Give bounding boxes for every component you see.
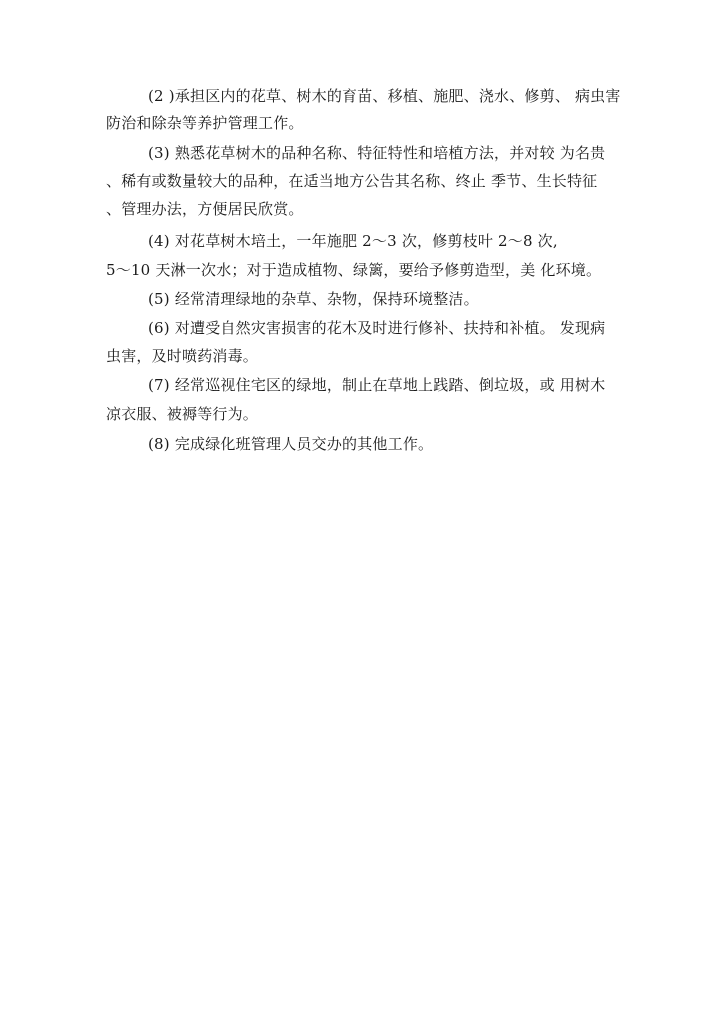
paragraph-3-line-1: (3) 熟悉花草树木的品种名称、特征特性和培植方法，并对较 为名贵: [148, 144, 606, 162]
paragraph-2-line-2: 防治和除杂等养护管理工作。: [106, 114, 304, 132]
paragraph-8-line-1: (8) 完成绿化班管理人员交办的其他工作。: [148, 435, 434, 453]
paragraph-6-line-2: 虫害，及时喷药消毒。: [106, 347, 259, 365]
paragraph-5-line-1: (5) 经常清理绿地的杂草、杂物，保持环境整洁。: [148, 290, 479, 308]
paragraph-3-line-2: 、稀有或数量较大的品种，在适当地方公告其名称、终止 季节、生长特征: [106, 172, 598, 190]
paragraph-4-line-2: 5〜10 天淋一次水；对于造成植物、绿篱，要给予修剪造型，美 化环境。: [106, 261, 602, 279]
paragraph-7-line-2: 凉衣服、被褥等行为。: [106, 405, 259, 423]
paragraph-2-line-1: (2 )承担区内的花草、树木的育苗、移植、施肥、浇水、修剪、 病虫害: [148, 87, 621, 105]
paragraph-3-line-3: 、管理办法，方便居民欣赏。: [106, 200, 304, 218]
paragraph-7-line-1: (7) 经常巡视住宅区的绿地，制止在草地上践踏、倒垃圾，或 用树木: [148, 376, 606, 394]
paragraph-4-line-1: (4) 对花草树木培土，一年施肥 2〜3 次，修剪枝叶 2〜8 次,: [148, 232, 558, 250]
paragraph-6-line-1: (6) 对遭受自然灾害损害的花木及时进行修补、扶持和补植。 发现病: [148, 319, 606, 337]
